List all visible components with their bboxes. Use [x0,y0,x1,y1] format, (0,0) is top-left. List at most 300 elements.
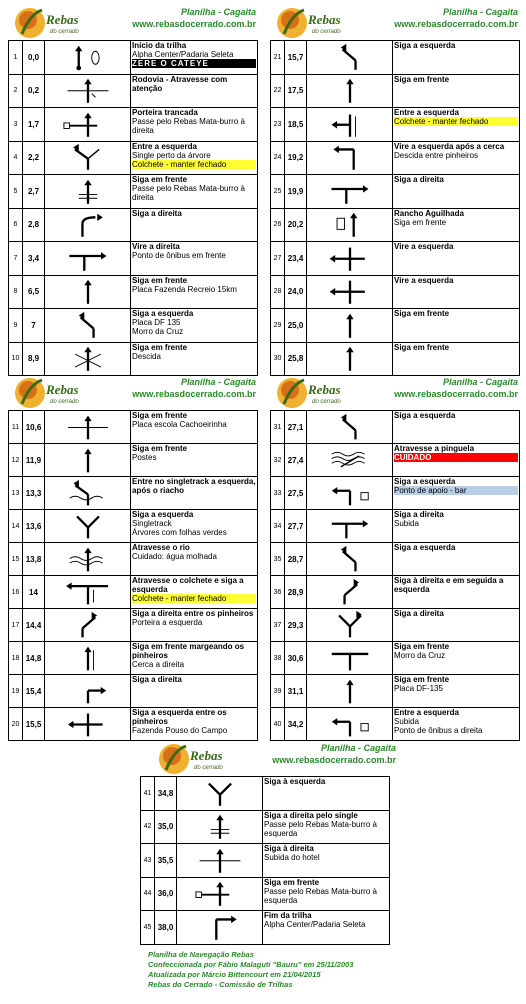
direction-diagram [45,309,131,343]
step-number: 30 [271,342,285,376]
table-row [141,810,390,844]
rebas-logo [156,742,226,776]
step-number: 20 [9,708,23,741]
instruction-title: Siga à direita [264,844,314,853]
footer-line: Planilha de Navegação Rebas [148,950,254,959]
table-row [9,609,258,642]
instruction [131,41,258,75]
svg-text:Rebas: Rebas [308,12,341,27]
instruction-title: Siga em frente [132,275,188,285]
instruction-note: Placa DF-135 [394,684,443,693]
instruction-note: Descida entre pinheiros [394,150,479,160]
right-icon [45,676,131,707]
direction-diagram [45,342,131,376]
instruction [131,141,258,175]
table-row [271,41,520,75]
table-row [271,708,520,741]
y-left-icon [177,778,263,810]
direction-diagram [307,477,393,510]
instruction [131,208,258,242]
instruction-note: Passe pelo Rebas Mata-burro à esquerda [264,819,377,838]
step-number: 19 [9,675,23,708]
instruction [131,609,258,642]
instruction [393,411,520,444]
left-box-icon [307,478,393,509]
table-row [271,74,520,108]
step-number: 42 [141,810,155,844]
step-number: 26 [271,208,285,242]
crossroad-icon [45,75,131,107]
table-row [271,275,520,309]
table-row [9,543,258,576]
distance-km: 28,9 [285,576,307,609]
instruction-note: Subida [394,717,419,726]
distance-km: 11,9 [23,444,45,477]
table-row [271,141,520,175]
instruction-title: Siga a esquerda [394,411,456,420]
direction-diagram [307,444,393,477]
direction-diagram [45,444,131,477]
instruction [393,543,520,576]
distance-km: 2,7 [23,175,45,209]
left-icon [307,276,393,308]
instruction [393,108,520,142]
direction-diagram [177,844,263,878]
distance-km: 0,2 [23,74,45,108]
direction-diagram [45,175,131,209]
step-number: 25 [271,175,285,209]
table-row [9,675,258,708]
distance-km: 14 [23,576,45,609]
site-url: www.rebasdocerrado.com.br [272,755,396,765]
instruction-title: Siga à direita e em seguida a esquerda [394,576,504,594]
sheet-header [150,742,396,778]
instruction [393,642,520,675]
instruction-title: Siga em frente [394,309,450,318]
step-number: 6 [9,208,23,242]
straight-icon [307,75,393,107]
direction-diagram [307,510,393,543]
distance-km: 30,6 [285,642,307,675]
table-row [271,609,520,642]
step-number: 7 [9,242,23,276]
table-row [271,242,520,276]
y-right-icon [307,610,393,641]
table-row [9,642,258,675]
direction-diagram [307,411,393,444]
step-number: 10 [9,342,23,376]
table-row [9,108,258,142]
t-right-icon [307,511,393,542]
distance-km: 17,5 [285,74,307,108]
cateye-notice: ZERE O CATEYE [132,59,256,68]
step-number: 13 [9,477,23,510]
distance-km: 25,0 [285,309,307,343]
table-row [9,208,258,242]
direction-diagram [307,141,393,175]
instruction-note: Singletrack [132,519,172,528]
instruction [263,911,390,945]
instruction-note: Placa Fazenda Recreio 15km [132,284,237,294]
instruction-note: Postes [132,453,157,462]
table-row [271,576,520,609]
step-number: 15 [9,543,23,576]
instruction-title: Siga a direita entre os pinheiros [132,609,254,618]
distance-km: 15,4 [23,675,45,708]
distance-km: 1,7 [23,108,45,142]
direction-diagram [307,108,393,142]
direction-diagram [45,543,131,576]
instruction-title: Vire a esquerda [394,242,454,251]
step-number: 45 [141,911,155,945]
instruction-title: Siga em frente [264,877,320,887]
instruction [393,510,520,543]
direction-diagram [45,708,131,741]
instruction-title: Siga a direita pelo single [264,810,358,820]
table-row [271,543,520,576]
instruction-title: Siga a esquerda [394,543,456,552]
table-row [9,477,258,510]
instruction-note: Alpha Center/Padaria Seleta [264,920,366,929]
route-table [270,40,520,376]
instruction-note: Morro da Cruz [394,651,446,660]
direction-diagram [177,877,263,911]
site-url: www.rebasdocerrado.com.br [394,19,518,29]
step-number: 2 [9,74,23,108]
distance-km: 27,1 [285,411,307,444]
distance-km: 23,4 [285,242,307,276]
instruction [393,576,520,609]
instruction [393,675,520,708]
table-row [141,877,390,911]
distance-km: 19,9 [285,175,307,209]
step-number: 38 [271,642,285,675]
step-number: 16 [9,576,23,609]
distance-km: 14,4 [23,609,45,642]
direction-diagram [45,41,131,75]
instruction-title: Vire a esquerda [394,275,454,285]
table-row [141,777,390,811]
instruction [131,444,258,477]
distance-km: 0,0 [23,41,45,75]
route-table [140,776,390,945]
table-row [9,309,258,343]
straight-gate-icon [45,176,131,208]
cross-icon [45,412,131,443]
instruction-title: Siga a esquerda entre os pinheiros [132,708,227,726]
instruction [131,342,258,376]
straight-icon [45,276,131,308]
river-cross-icon [45,544,131,575]
sheet-title: Planilha - Cagaita [320,743,396,753]
sheet-title: Planilha - Cagaita [442,7,518,17]
table-row [271,108,520,142]
gate-warning: Colchete - manter fechado [394,117,518,126]
footer-line: Atualizada por Márcio Bittencourt em 21/04/2015 [148,970,321,979]
distance-km: 31,1 [285,675,307,708]
step-number: 21 [271,41,285,75]
table-row [9,444,258,477]
sheet-title: Planilha - Cagaita [180,377,256,387]
instruction-note: Ponto de ônibus a direita [394,726,483,735]
instruction-note: Ponto de ônibus em frente [132,251,226,260]
instruction [131,477,258,510]
instruction-title: Entre a esquerda [394,708,459,717]
instruction-note: Placa escola Cachoeirinha [132,420,227,429]
instruction-note: Single perto da árvore [132,150,211,160]
direction-diagram [307,309,393,343]
table-row [9,342,258,376]
fence-left-icon [307,109,393,141]
direction-diagram [45,609,131,642]
instruction-note: Cerca a direita [132,660,185,669]
instruction-title: Siga à esquerda [264,777,326,786]
distance-km: 24,0 [285,275,307,309]
instruction [131,74,258,108]
bear-right-icon [307,577,393,608]
table-row [9,576,258,609]
cross-icon [177,845,263,877]
instruction-title: Siga a direita [394,609,444,618]
instruction-title: Siga em frente margeando os pinheiros [132,642,245,660]
step-number: 11 [9,411,23,444]
direction-diagram [45,411,131,444]
step-number: 33 [271,477,285,510]
instruction [393,342,520,376]
sheet-header [268,6,518,42]
table-row [271,342,520,376]
step-number: 5 [9,175,23,209]
gate-warning: Colchete - manter fechado [132,160,256,169]
instruction-title: Siga em frente [394,342,450,352]
table-row [9,242,258,276]
distance-km: 27,4 [285,444,307,477]
instruction-title: Atravesse o rio [132,543,190,552]
distance-km: 20,2 [285,208,307,242]
instruction [393,708,520,741]
instruction-title: Entre a esquerda [394,108,459,117]
direction-diagram [307,609,393,642]
instruction [263,844,390,878]
direction-diagram [177,911,263,945]
straight-icon [45,445,131,476]
gate-left-icon [45,577,131,608]
distance-km: 13,3 [23,477,45,510]
table-row [9,510,258,543]
left-icon [307,243,393,275]
instruction-note: Siga em frente [394,217,447,227]
distance-km: 18,5 [285,108,307,142]
sheet-header [6,376,256,412]
instruction-title: Siga em frente [132,175,188,184]
instruction [131,108,258,142]
instruction [393,275,520,309]
instruction-title: Fim da trilha [264,911,312,920]
gate-warning: Colchete - manter fechado [132,594,256,603]
direction-diagram [177,810,263,844]
instruction-title: Siga a direita [394,510,444,519]
sheet-title: Planilha - Cagaita [180,7,256,17]
instruction [393,242,520,276]
direction-diagram [45,477,131,510]
instruction [263,810,390,844]
step-number: 44 [141,877,155,911]
svg-text:Rebas: Rebas [46,12,79,27]
direction-diagram [45,242,131,276]
direction-diagram [307,543,393,576]
bear-left-icon [307,544,393,575]
straight-fence-icon [45,643,131,674]
bear-left-icon [45,310,131,342]
instruction-title: Siga em frente [132,342,188,352]
instruction-note: Fazenda Pouso do Campo [132,726,228,735]
table-row [9,175,258,209]
svg-text:do cerrado: do cerrado [312,29,341,35]
instruction-title: Siga a direita [132,675,182,684]
instruction [393,309,520,343]
left-icon [45,709,131,740]
table-row [271,510,520,543]
instruction-note: Descida [132,351,161,361]
route-table [270,410,520,741]
direction-diagram [307,708,393,741]
direction-diagram [177,777,263,811]
instruction-note: Cuidado: água molhada [132,552,217,561]
instruction-title: Rancho Aguilhada [394,208,464,218]
distance-km: 6,5 [23,275,45,309]
straight-x-icon [45,343,131,375]
distance-km: 13,8 [23,543,45,576]
svg-text:do cerrado: do cerrado [312,399,341,405]
route-table [8,410,258,741]
svg-text:do cerrado: do cerrado [50,399,79,405]
step-number: 27 [271,242,285,276]
table-row [9,74,258,108]
instruction-title: Siga a direita [132,208,182,218]
distance-km: 10,6 [23,411,45,444]
instruction-note: Placa DF 135 [132,318,181,327]
support-point-note: Ponto de apoio - bar [394,486,518,495]
fork-left-icon [45,142,131,174]
instruction [131,242,258,276]
rebas-logo [274,376,344,410]
distance-km: 29,3 [285,609,307,642]
instruction-title: Siga a direita [394,175,444,184]
table-row [9,141,258,175]
instruction [393,74,520,108]
direction-diagram [45,108,131,142]
instruction-title: Siga a esquerda [394,41,456,50]
instruction-title: Atravesse o colchete e siga a esquerda [132,576,244,594]
step-number: 28 [271,275,285,309]
distance-km: 2,2 [23,141,45,175]
distance-km: 28,7 [285,543,307,576]
direction-diagram [307,41,393,75]
footer-line: Rebas do Cerrado - Comissão de Trilhas [148,980,293,989]
instruction-title: Atravesse a pinguela [394,444,475,453]
direction-diagram [307,576,393,609]
sheet-header [6,6,256,42]
sheet-header [268,376,518,412]
instruction-title: Início da trilha [132,41,187,50]
distance-km: 13,6 [23,510,45,543]
direction-diagram [307,74,393,108]
turn-right-icon [45,209,131,241]
site-url: www.rebasdocerrado.com.br [132,19,256,29]
instruction [131,675,258,708]
left-box-icon [307,709,393,740]
direction-diagram [307,342,393,376]
table-row [271,675,520,708]
svg-text:Rebas: Rebas [46,382,79,397]
instruction-title: Siga em frente [132,444,188,453]
step-number: 23 [271,108,285,142]
instruction-title: Siga a esquerda [132,510,194,519]
distance-km: 27,7 [285,510,307,543]
instruction-note: Árvores com folhas verdes [132,528,227,537]
step-number: 17 [9,609,23,642]
step-number: 39 [271,675,285,708]
start-icon [45,42,131,74]
step-number: 8 [9,275,23,309]
step-number: 32 [271,444,285,477]
step-number: 40 [271,708,285,741]
distance-km: 25,8 [285,342,307,376]
step-number: 1 [9,41,23,75]
table-row [271,175,520,209]
step-number: 9 [9,309,23,343]
bear-left-icon [307,42,393,74]
instruction [263,777,390,811]
distance-km: 38,0 [155,911,177,945]
bear-left-icon [307,412,393,443]
straight-icon [307,310,393,342]
instruction-note: Morro da Cruz [132,327,184,336]
instruction [131,543,258,576]
step-number: 36 [271,576,285,609]
end-icon [177,912,263,944]
svg-text:Rebas: Rebas [308,382,341,397]
instruction [131,510,258,543]
instruction-title: Siga a esquerda [394,477,456,486]
distance-km: 2,8 [23,208,45,242]
instruction [393,175,520,209]
caution-badge: CUIDADO [394,453,518,462]
instruction-note: Subida [394,519,419,528]
instruction [393,477,520,510]
table-row [9,41,258,75]
river-icon [45,478,131,509]
direction-diagram [307,675,393,708]
instruction [393,41,520,75]
distance-km: 35,5 [155,844,177,878]
straight-icon [307,343,393,375]
instruction-title: Entre a esquerda [132,141,197,151]
direction-diagram [45,141,131,175]
direction-diagram [307,175,393,209]
instruction-note: Alpha Center/Padaria Seleta [132,50,234,59]
footer-line: Confeccionada por Fábio Malaguti "Bauru" em 25/11/2003 [148,960,354,969]
rebas-logo [12,376,82,410]
instruction [393,609,520,642]
instruction-note: Porteira a esquerda [132,618,203,627]
instruction-note: Passe pelo Rebas Mata-burro à direita [132,117,245,135]
direction-diagram [45,576,131,609]
bear-right-icon [45,610,131,641]
straight-icon [307,676,393,707]
direction-diagram [307,208,393,242]
table-row [141,844,390,878]
